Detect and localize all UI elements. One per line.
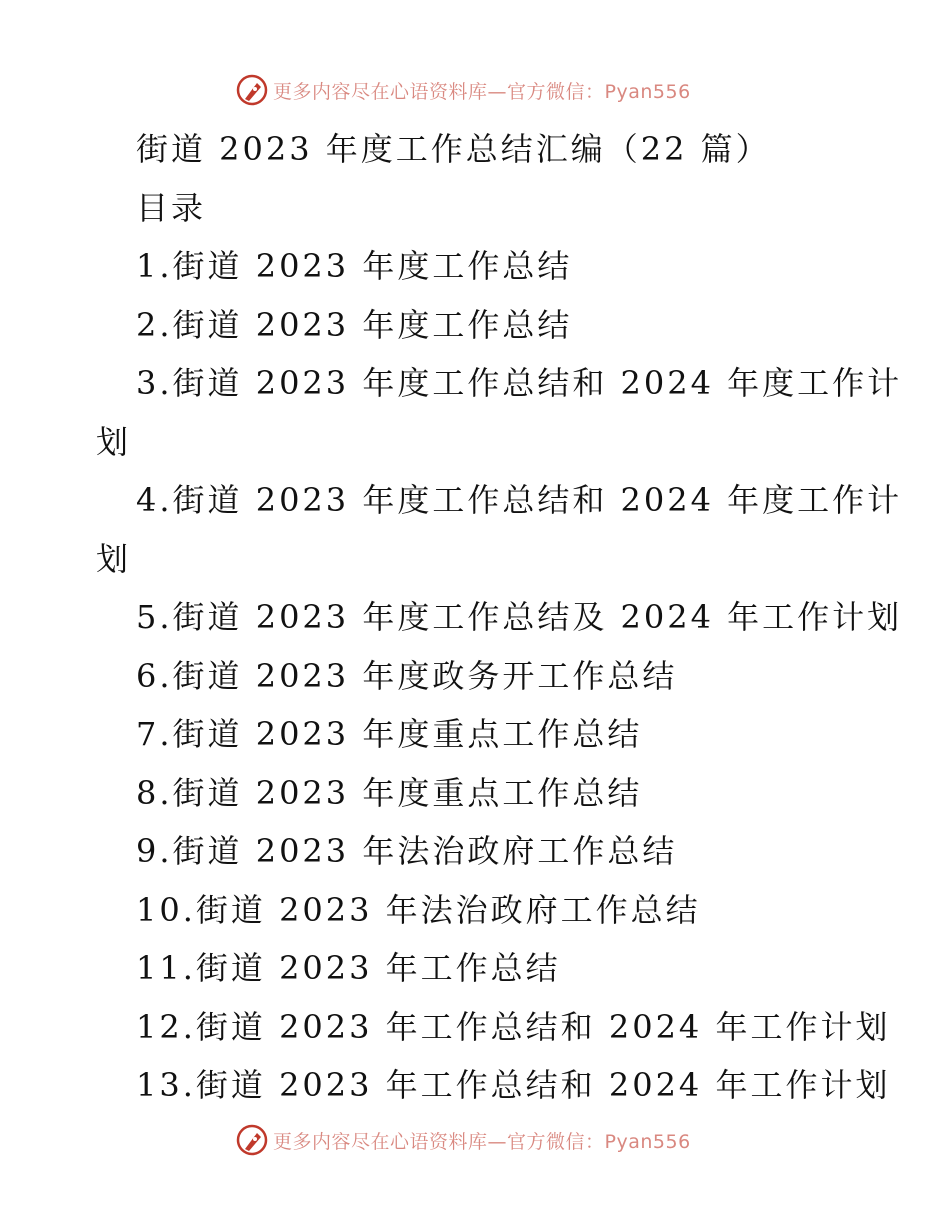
toc-item: 2.街道 2023 年度工作总结 (136, 305, 573, 344)
watermark-footer (235, 1122, 755, 1158)
toc-item: 11.街道 2023 年工作总结 (136, 949, 561, 987)
toc-item: 4.街道 2023 年度工作总结和 2024 年度工作计 (136, 481, 903, 519)
toc-heading: 目录 (136, 188, 207, 227)
watermark-text: 更多内容尽在心语资料库—官方微信：Pyan556 (273, 80, 691, 103)
toc-item: 10.街道 2023 年法治政府工作总结 (136, 890, 701, 929)
toc-item-continuation: 划 (96, 539, 132, 578)
watermark-header (235, 72, 755, 108)
pen-nib-logo-icon (235, 73, 269, 107)
toc-item: 8.街道 2023 年度重点工作总结 (136, 773, 643, 812)
toc-item: 12.街道 2023 年工作总结和 2024 年工作计划 (136, 1007, 891, 1046)
toc-item: 1.街道 2023 年度工作总结 (136, 247, 573, 285)
toc-item: 3.街道 2023 年度工作总结和 2024 年度工作计 (136, 364, 903, 402)
toc-item: 7.街道 2023 年度重点工作总结 (136, 715, 643, 753)
document-body (96, 120, 903, 1115)
toc-item: 6.街道 2023 年度政务开工作总结 (136, 656, 678, 695)
toc-item: 5.街道 2023 年度工作总结及 2024 年工作计划 (136, 598, 903, 636)
pen-nib-logo-icon (235, 1123, 269, 1157)
toc-item: 9.街道 2023 年法治政府工作总结 (136, 832, 678, 870)
document-title: 街道 2023 年度工作总结汇编（22 篇） (136, 130, 771, 168)
toc-item-continuation: 划 (96, 422, 132, 461)
toc-item: 13.街道 2023 年工作总结和 2024 年工作计划 (136, 1066, 891, 1104)
watermark-text: 更多内容尽在心语资料库—官方微信：Pyan556 (273, 1130, 691, 1153)
